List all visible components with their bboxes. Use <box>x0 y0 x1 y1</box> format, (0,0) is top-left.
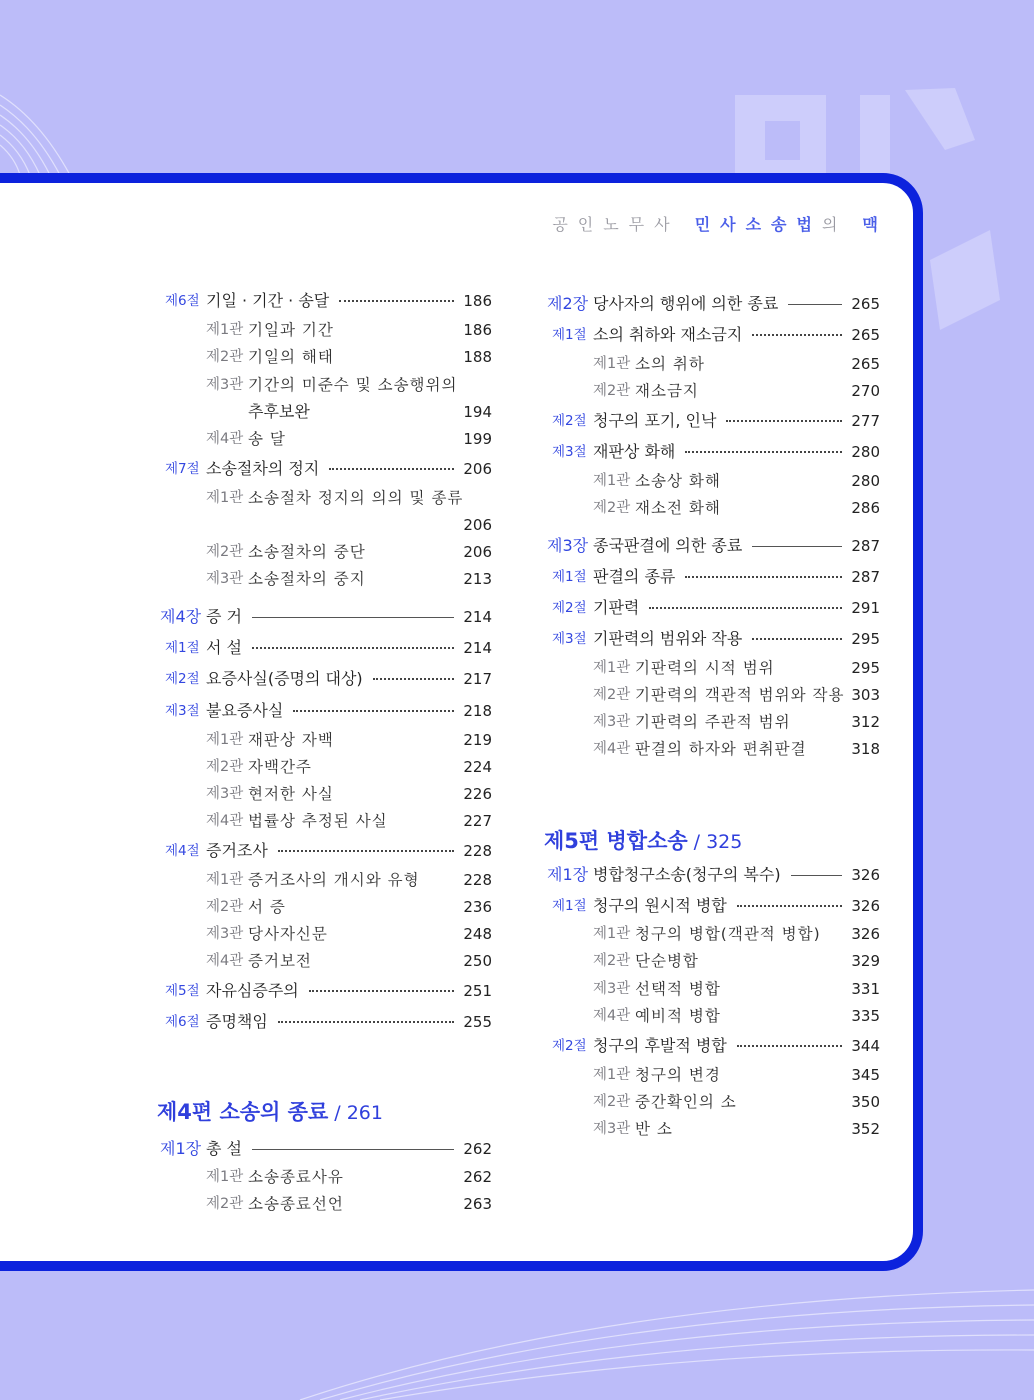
toc-entry-title: 예비적 병합 <box>635 1007 721 1025</box>
toc-entry-label: 제1관 <box>206 872 244 888</box>
toc-entry-label: 제7절 <box>165 461 200 477</box>
toc-entry-gwan[interactable] <box>0 469 1034 493</box>
toc-entry-title: 증명책임 <box>206 1012 268 1031</box>
toc-entry-title: 요증사실(증명의 대상) <box>206 669 363 688</box>
toc-entry-title: 재소금지 <box>635 382 699 400</box>
toc-entry-page: 280 <box>851 472 880 490</box>
toc-entry-label: 제3절 <box>552 444 587 460</box>
toc-entry-title: 기판력의 시적 범위 <box>635 659 775 677</box>
toc-entry-page: 228 <box>463 842 492 860</box>
toc-entry-label: 제3관 <box>593 981 631 997</box>
title-rule <box>252 1149 454 1150</box>
toc-entry-page: 350 <box>851 1093 880 1111</box>
toc-entry-page: 188 <box>463 348 492 366</box>
toc-entry-label: 제1관 <box>593 473 631 489</box>
toc-entry-label: 제1관 <box>206 1169 244 1185</box>
part-title: 제4편 소송의 종료 <box>157 1100 329 1124</box>
toc-entry-label: 제5절 <box>165 983 200 999</box>
toc-entry-gwan[interactable] <box>0 1004 1034 1028</box>
header-brand: 맥 <box>862 215 888 234</box>
toc-entry-page: 214 <box>463 608 492 626</box>
toc-entry-label: 제3관 <box>206 926 244 942</box>
toc-entry-title: 병합청구소송(청구의 복수) <box>593 865 781 884</box>
toc-entry-label: 제1장 <box>160 1139 202 1158</box>
toc-entry-page: 251 <box>463 982 492 1000</box>
dot-leader <box>649 607 842 609</box>
toc-entry-label: 제2관 <box>593 1094 631 1110</box>
dot-leader <box>726 420 842 422</box>
title-rule <box>788 304 842 305</box>
toc-entry-title: 불요증사실 <box>206 701 284 720</box>
toc-entry-gwan[interactable] <box>0 352 1034 376</box>
toc-entry-gwan[interactable] <box>0 809 1034 833</box>
toc-entry-title: 재소전 화해 <box>635 499 721 517</box>
toc-entry-label: 제1관 <box>593 356 631 372</box>
toc-entry-title: 기일의 해태 <box>248 348 334 366</box>
toc-entry-jeol[interactable] <box>0 323 1034 347</box>
toc-entry-title: 증 거 <box>206 607 242 626</box>
toc-entry-page: 186 <box>463 292 492 310</box>
toc-entry-label: 제2관 <box>593 500 631 516</box>
toc-entry-label: 제1관 <box>206 322 244 338</box>
toc-entry-gwan[interactable] <box>0 683 1034 707</box>
toc-entry-title: 소송절차의 중단 <box>248 543 366 561</box>
toc-entry-title: 소의 취하와 재소금지 <box>593 325 743 344</box>
toc-entry-label: 제2관 <box>206 349 244 365</box>
toc-entry-title: 법률상 추정된 사실 <box>248 812 388 830</box>
toc-entry-label: 제4장 <box>160 607 202 626</box>
toc-entry-label: 제3절 <box>165 703 200 719</box>
toc-entry-gwan[interactable] <box>0 1192 1034 1216</box>
toc-entry-gwan[interactable] <box>0 737 1034 761</box>
toc-entry-page: 255 <box>463 1013 492 1031</box>
toc-entry-title: 기일 · 기간 · 송달 <box>206 291 330 310</box>
part-page: / 261 <box>334 1102 383 1124</box>
toc-entry-page: 199 <box>463 430 492 448</box>
toc-entry-gwan[interactable] <box>0 1063 1034 1087</box>
toc-entry-page: 265 <box>851 295 880 313</box>
toc-entry-label: 제3관 <box>206 571 244 587</box>
toc-entry-gwan[interactable] <box>0 1090 1034 1114</box>
toc-entry-gwan[interactable] <box>0 710 1034 734</box>
toc-entry-page: 206 <box>463 516 492 534</box>
toc-entry-page: 277 <box>851 412 880 430</box>
toc-entry-label: 제1관 <box>593 1067 631 1083</box>
toc-entry-page: 295 <box>851 659 880 677</box>
toc-entry-label: 제1절 <box>165 640 200 656</box>
part-heading <box>544 826 742 856</box>
toc-entry-page: 335 <box>851 1007 880 1025</box>
toc-entry-page: 262 <box>463 1168 492 1186</box>
toc-entry-page: 248 <box>463 925 492 943</box>
toc-entry-gwan[interactable] <box>0 977 1034 1001</box>
toc-entry-title: 소송상 화해 <box>635 472 721 490</box>
toc-entry-label: 제2관 <box>593 953 631 969</box>
toc-entry-page: 265 <box>851 326 880 344</box>
toc-entry-page: 326 <box>851 866 880 884</box>
toc-entry-title: 소의 취하 <box>635 355 705 373</box>
toc-entry-page: 228 <box>463 871 492 889</box>
toc-entry-title: 청구의 포기, 인낙 <box>593 411 717 430</box>
toc-entry-title: 판결의 하자와 편취판결 <box>635 740 807 758</box>
toc-entry-page: 186 <box>463 321 492 339</box>
header-exam-name: 공인노무사 <box>552 215 680 234</box>
toc-entry-page: 263 <box>463 1195 492 1213</box>
dot-leader <box>737 905 842 907</box>
toc-entry-label: 제1절 <box>552 898 587 914</box>
toc-entry-label: 제2관 <box>206 759 244 775</box>
toc-entry-page: 250 <box>463 952 492 970</box>
toc-entry-jeol[interactable] <box>0 894 1034 918</box>
toc-entry-label: 제2절 <box>552 600 587 616</box>
toc-entry-label: 제2관 <box>593 687 631 703</box>
part-title: 제5편 병합소송 <box>544 829 688 853</box>
header-subject: 민사소송법 <box>694 215 822 234</box>
toc-entry-label: 제1장 <box>547 865 589 884</box>
toc-entry-page: 287 <box>851 537 880 555</box>
toc-entry-jeol[interactable] <box>0 565 1034 589</box>
toc-entry-title: 재판상 화해 <box>593 442 676 461</box>
toc-entry-page: 344 <box>851 1037 880 1055</box>
toc-entry-title: 자백간주 <box>248 758 312 776</box>
toc-entry-gwan[interactable] <box>0 1165 1034 1189</box>
toc-entry-label: 제4관 <box>593 1008 631 1024</box>
toc-entry-label: 제1절 <box>552 327 587 343</box>
toc-entry-title: 송 달 <box>248 430 286 448</box>
part-page: / 325 <box>693 831 743 853</box>
toc-entry-page: 291 <box>851 599 880 617</box>
toc-entry-title: 서 증 <box>248 898 286 916</box>
toc-entry-page: 236 <box>463 898 492 916</box>
toc-entry-label: 제2관 <box>206 544 244 560</box>
toc-entry-title: 재판상 자백 <box>248 731 334 749</box>
toc-entry-page: 345 <box>851 1066 880 1084</box>
toc-entry-title: 종국판결에 의한 종료 <box>593 536 743 555</box>
toc-entry-title: 기판력의 범위와 작용 <box>593 629 743 648</box>
toc-entry-page: 295 <box>851 630 880 648</box>
toc-entry-title: 기간의 미준수 및 소송행위의 <box>248 376 458 394</box>
toc-entry-title: 증거조사의 개시와 유형 <box>248 871 420 889</box>
toc-entry-label: 제1관 <box>593 926 631 942</box>
toc-entry-page: 303 <box>851 686 880 704</box>
toc-entry-page: 194 <box>463 403 492 421</box>
toc-entry-title: 소송종료사유 <box>248 1168 344 1186</box>
toc-entry-title: 반 소 <box>635 1120 673 1138</box>
toc-entry-title: 서 설 <box>206 638 242 657</box>
dot-leader <box>685 576 842 578</box>
toc-entry-gwan[interactable] <box>0 496 1034 520</box>
toc-entry-title: 증거보전 <box>248 952 312 970</box>
toc-entry-page: 270 <box>851 382 880 400</box>
toc-entry-page: 262 <box>463 1140 492 1158</box>
toc-entry-label: 제2관 <box>206 1196 244 1212</box>
toc-entry-page: 329 <box>851 952 880 970</box>
toc-entry-label: 제2관 <box>593 383 631 399</box>
toc-entry-page: 318 <box>851 740 880 758</box>
toc-entry-title: 선택적 병합 <box>635 980 721 998</box>
toc-entry-label: 제4절 <box>165 843 200 859</box>
toc-entry-title: 당사자신문 <box>248 925 328 943</box>
toc-entry-title: 기판력의 주관적 범위 <box>635 713 791 731</box>
toc-entry-label: 제2절 <box>165 671 200 687</box>
toc-entry-label: 제3관 <box>593 1121 631 1137</box>
toc-entry-title: 소송종료선언 <box>248 1195 344 1213</box>
toc-entry-label: 제1절 <box>552 569 587 585</box>
toc-entry-page: 214 <box>463 639 492 657</box>
toc-entry-title: 기판력의 객관적 범위와 작용 <box>635 686 845 704</box>
toc-entry-label: 제6절 <box>165 293 200 309</box>
toc-entry-label: 제1관 <box>593 660 631 676</box>
toc-entry-page: 287 <box>851 568 880 586</box>
dot-leader <box>752 638 842 640</box>
toc-entry-label: 제2관 <box>206 899 244 915</box>
dot-leader <box>752 334 842 336</box>
dot-leader <box>737 1045 842 1047</box>
toc-entry-label: 제4관 <box>593 741 631 757</box>
toc-entry-title: 증거조사 <box>206 841 268 860</box>
toc-entry-label: 제1관 <box>206 732 244 748</box>
toc-entry-page: 224 <box>463 758 492 776</box>
toc-entry-label: 제6절 <box>165 1014 200 1030</box>
toc-entry-page: 219 <box>463 731 492 749</box>
toc-entry-page: 326 <box>851 897 880 915</box>
toc-entry-title: 총 설 <box>206 1139 242 1158</box>
toc-entry-page: 227 <box>463 812 492 830</box>
title-rule <box>752 546 842 547</box>
toc-entry-title: 청구의 변경 <box>635 1066 721 1084</box>
toc-entry-page: 280 <box>851 443 880 461</box>
toc-entry-title: 소송절차의 정지 <box>206 459 320 478</box>
toc-entry-page: 226 <box>463 785 492 803</box>
toc-entry-jeol[interactable] <box>0 839 1034 863</box>
toc-entry-label: 제3절 <box>552 631 587 647</box>
toc-entry-title: 추후보완 <box>248 402 310 421</box>
toc-entry-title: 청구의 후발적 병합 <box>593 1036 727 1055</box>
toc-entry-title: 자유심증주의 <box>206 981 299 1000</box>
toc-entry-title: 기일과 기간 <box>248 321 334 339</box>
toc-entry-title: 기판력 <box>593 598 640 617</box>
toc-entry-gwan[interactable] <box>0 1117 1034 1141</box>
toc-entry-label: 제4관 <box>206 813 244 829</box>
toc-entry-page: 206 <box>463 460 492 478</box>
toc-entry-jeol[interactable] <box>0 409 1034 433</box>
toc-entry-title: 청구의 원시적 병합 <box>593 896 727 915</box>
toc-entry-page: 213 <box>463 570 492 588</box>
toc-entry-title: 단순병합 <box>635 952 699 970</box>
toc-entry-title: 현저한 사실 <box>248 785 334 803</box>
toc-entry-page: 218 <box>463 702 492 720</box>
toc-entry-gwan[interactable] <box>0 949 1034 973</box>
toc-entry-gwan[interactable] <box>0 379 1034 403</box>
toc-entry-title: 당사자의 행위에 의한 종료 <box>593 294 779 313</box>
toc-entry-page: 217 <box>463 670 492 688</box>
toc-entry-label: 제3장 <box>547 536 589 555</box>
toc-entry-jang[interactable] <box>0 863 1034 887</box>
toc-entry-gwan[interactable] <box>0 656 1034 680</box>
toc-entry-jeol[interactable] <box>0 627 1034 651</box>
toc-entry-jeol[interactable] <box>0 596 1034 620</box>
dot-leader <box>278 850 454 852</box>
toc-entry-label: 제2절 <box>552 413 587 429</box>
toc-entry-title: 판결의 종류 <box>593 567 676 586</box>
toc-entry-title: 청구의 병합(객관적 병합) <box>635 925 821 943</box>
toc-entry-page: 326 <box>851 925 880 943</box>
toc-entry-title: 소송절차 정지의 의의 및 종류 <box>248 489 464 507</box>
toc-entry-page: 286 <box>851 499 880 517</box>
toc-entry-page: 206 <box>463 543 492 561</box>
toc-entry-label: 제3관 <box>206 786 244 802</box>
toc-entry-label: 제3관 <box>206 377 244 393</box>
toc-entry-page: 331 <box>851 980 880 998</box>
toc-entry-title: 소송절차의 중지 <box>248 570 366 588</box>
toc-entry-jang[interactable] <box>0 534 1034 558</box>
toc-entry-jeol[interactable] <box>0 440 1034 464</box>
running-header <box>552 212 888 235</box>
dot-leader <box>685 451 842 453</box>
toc-entry-label: 제4관 <box>206 953 244 969</box>
toc-entry-title: 중간확인의 소 <box>635 1093 737 1111</box>
toc-entry-label: 제4관 <box>206 431 244 447</box>
toc-entry-page: 265 <box>851 355 880 373</box>
toc-entry-page: 352 <box>851 1120 880 1138</box>
toc-entry-label: 제2절 <box>552 1038 587 1054</box>
toc-entry-jeol[interactable] <box>0 1034 1034 1058</box>
toc-entry-label: 제3관 <box>593 714 631 730</box>
header-particle: 의 <box>821 215 848 234</box>
toc-entry-gwan[interactable] <box>0 922 1034 946</box>
toc-entry-label: 제1관 <box>206 490 244 506</box>
toc-entry-jang[interactable] <box>0 292 1034 316</box>
title-rule <box>791 875 842 876</box>
toc-entry-page: 312 <box>851 713 880 731</box>
toc-entry-gwan[interactable] <box>0 782 1034 806</box>
toc-entry-label: 제2장 <box>547 294 589 313</box>
